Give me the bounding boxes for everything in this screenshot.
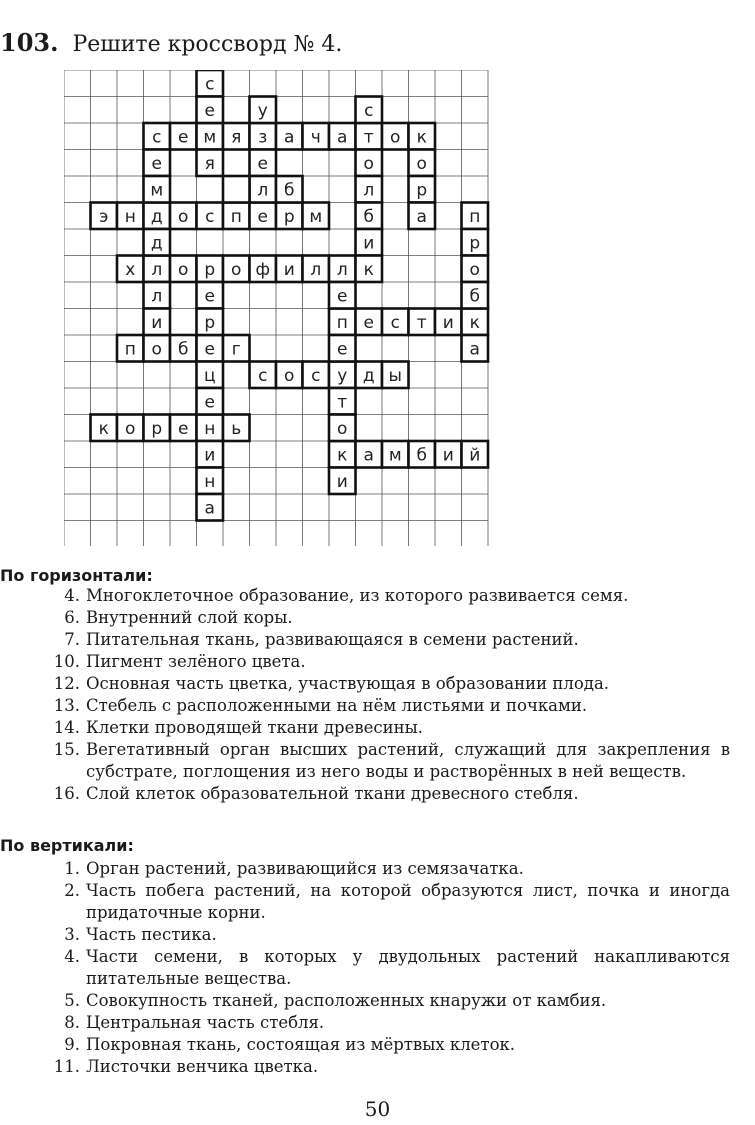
clue-item [0, 858, 730, 880]
cell-letter: л [151, 286, 163, 307]
cell-letter: б [363, 206, 374, 227]
crossword-cell [223, 203, 250, 230]
crossword-cell [197, 494, 224, 521]
cell-box [223, 176, 250, 203]
cell-letter: ы [388, 365, 402, 386]
clue-item [0, 629, 730, 651]
crossword-cell [462, 203, 489, 230]
clue-text: Часть пестика. [86, 925, 217, 944]
cell-letter: е [337, 339, 348, 360]
crossword-cell [356, 150, 383, 177]
clue-item [0, 924, 730, 946]
crossword-cell [170, 335, 197, 362]
clue-item [0, 783, 730, 805]
cell-letter: э [99, 206, 109, 227]
cell-letter: р [151, 418, 163, 439]
crossword-cell [409, 309, 436, 336]
crossword-cell [382, 441, 409, 468]
clue-number: 1. [64, 859, 80, 878]
cell-letter: л [336, 259, 348, 280]
cell-letter: я [231, 127, 242, 148]
crossword-cell [144, 335, 171, 362]
crossword-cell [303, 256, 330, 283]
clue-item [0, 607, 730, 629]
clue-item [0, 651, 730, 673]
cell-letter: п [230, 206, 242, 227]
crossword-cell [197, 388, 224, 415]
crossword-cell [250, 256, 277, 283]
crossword-cell [409, 441, 436, 468]
cell-letter: д [362, 365, 375, 386]
exercise-header [0, 28, 342, 57]
cell-letter: ф [255, 259, 271, 280]
cell-letter: у [257, 100, 268, 121]
crossword-cell [170, 203, 197, 230]
crossword-cell [382, 309, 409, 336]
clue-text: Часть побега растений, на которой образуются лист, почка и иногда придаточные корни. [86, 881, 730, 922]
crossword-cell [329, 388, 356, 415]
cell-letter: р [416, 180, 428, 201]
cell-letter: м [309, 206, 323, 227]
clue-item [0, 880, 730, 924]
clue-text: Основная часть цветка, участвующая в образовании плода. [86, 674, 610, 693]
clue-text: Внутренний слой коры. [86, 608, 293, 627]
clue-item [0, 1012, 730, 1034]
clue-number: 10. [53, 652, 80, 671]
clue-number: 4. [64, 947, 80, 966]
cell-letter: а [337, 127, 348, 148]
crossword-cell [197, 150, 224, 177]
cell-letter: и [442, 445, 454, 466]
crossword-cell [117, 415, 144, 442]
cell-letter: е [151, 153, 162, 174]
crossword-cell [250, 123, 277, 150]
cell-letter: о [337, 418, 348, 439]
crossword-cell [409, 176, 436, 203]
crossword-cell [356, 97, 383, 124]
cell-letter: и [336, 471, 348, 492]
exercise-title: Решите кроссворд № 4. [72, 32, 343, 57]
crossword-cell [144, 176, 171, 203]
crossword-cell [170, 415, 197, 442]
clue-number: 15. [53, 740, 80, 759]
vertical-clues [0, 858, 730, 1078]
cell-letter: п [469, 206, 481, 227]
cell-letter: е [257, 206, 268, 227]
clue-number: 4. [64, 586, 80, 605]
cell-letter: и [363, 233, 375, 254]
crossword-cell [197, 123, 224, 150]
clue-number: 2. [64, 881, 80, 900]
cell-letter: с [364, 100, 374, 121]
cell-letter: с [258, 365, 268, 386]
crossword-cell [462, 229, 489, 256]
crossword-cell [276, 362, 303, 389]
clue-text: Покровная ткань, состоящая из мёртвых клеток. [86, 1035, 516, 1054]
cell-letter: и [442, 312, 454, 333]
cell-letter: т [416, 312, 427, 333]
crossword-cell [329, 335, 356, 362]
clue-text: Части семени, в которых у двудольных растений накапливаются питательные вещества. [86, 947, 730, 988]
cell-letter: с [311, 365, 321, 386]
cell-letter: и [151, 312, 163, 333]
cell-letter: к [363, 259, 374, 280]
crossword-cell [462, 441, 489, 468]
crossword-cell [250, 176, 277, 203]
crossword-cell [144, 123, 171, 150]
crossword-cell [197, 256, 224, 283]
answer-cells [91, 70, 489, 521]
crossword-cell [170, 123, 197, 150]
cell-letter: о [178, 259, 189, 280]
crossword-cell [409, 123, 436, 150]
cell-letter: р [204, 259, 216, 280]
cell-letter: е [363, 312, 374, 333]
crossword-cell [197, 441, 224, 468]
cell-letter: о [178, 206, 189, 227]
cell-letter: г [231, 339, 241, 360]
cell-letter: л [310, 259, 322, 280]
cell-letter: ц [203, 365, 216, 386]
crossword-cell [356, 441, 383, 468]
cell-letter: о [231, 259, 242, 280]
clue-text: Совокупность тканей, расположенных кнаружи от камбия. [86, 991, 607, 1010]
clue-item [0, 1034, 730, 1056]
cell-letter: к [337, 445, 348, 466]
cell-letter: е [178, 127, 189, 148]
clue-text: Питательная ткань, развивающаяся в семени растений. [86, 630, 579, 649]
clue-text: Слой клеток образовательной ткани древесного стебля. [86, 784, 579, 803]
crossword-cell [250, 97, 277, 124]
crossword-cell [329, 362, 356, 389]
crossword-cell [250, 362, 277, 389]
cell-letter: а [363, 445, 374, 466]
cell-letter: н [204, 471, 216, 492]
cell-letter: л [257, 180, 269, 201]
clue-number: 6. [64, 608, 80, 627]
crossword-cell [462, 282, 489, 309]
clue-text: Орган растений, развивающийся из семязачатка. [86, 859, 524, 878]
clue-item [0, 990, 730, 1012]
clue-text: Вегетативный орган высших растений, служащий для закрепления в субстрате, поглощения из него воды и растворённых в ней веществ. [86, 740, 730, 781]
cell-letter: к [469, 312, 480, 333]
crossword-cell [223, 415, 250, 442]
clue-text: Клетки проводящей ткани древесины. [86, 718, 424, 737]
cell-letter: о [151, 339, 162, 360]
crossword-cell [117, 256, 144, 283]
crossword-cell [144, 229, 171, 256]
crossword-cell [409, 203, 436, 230]
crossword-cell [435, 309, 462, 336]
page-number: 50 [364, 1097, 391, 1121]
cell-letter: о [390, 127, 401, 148]
clue-text: Центральная часть стебля. [86, 1013, 325, 1032]
clue-item [0, 739, 730, 783]
cell-letter: м [388, 445, 402, 466]
cell-letter: д [150, 233, 163, 254]
crossword-cell [117, 335, 144, 362]
crossword-cell [356, 309, 383, 336]
crossword-cell [303, 123, 330, 150]
crossword-cell [329, 441, 356, 468]
cell-letter: е [204, 286, 215, 307]
cell-letter: о [363, 153, 374, 174]
cell-letter: з [258, 127, 268, 148]
crossword-cell [223, 335, 250, 362]
cell-letter: х [125, 259, 136, 280]
cell-letter: л [151, 259, 163, 280]
crossword-cell [276, 176, 303, 203]
cell-letter: с [205, 206, 215, 227]
cell-letter: и [283, 259, 295, 280]
crossword-cell [250, 150, 277, 177]
crossword-cell [197, 70, 224, 97]
crossword-cell [435, 441, 462, 468]
crossword-cell [197, 415, 224, 442]
crossword-cell [329, 468, 356, 495]
cell-letter: е [204, 100, 215, 121]
cell-letter: с [390, 312, 400, 333]
crossword-cell [144, 256, 171, 283]
crossword-cell [356, 203, 383, 230]
cell-letter: б [178, 339, 189, 360]
crossword-cell [197, 468, 224, 495]
clue-item [0, 673, 730, 695]
cell-letter: а [469, 339, 480, 360]
crossword-cell [223, 256, 250, 283]
crossword-cell [223, 123, 250, 150]
cell-letter: и [204, 445, 216, 466]
crossword-cell [197, 309, 224, 336]
cell-letter: м [150, 180, 164, 201]
clue-text: Пигмент зелёного цвета. [86, 652, 306, 671]
clue-number: 3. [64, 925, 80, 944]
cell-letter: т [337, 392, 348, 413]
crossword-cell [117, 203, 144, 230]
crossword-cell [303, 203, 330, 230]
cell-letter: о [469, 259, 480, 280]
cell-letter: к [98, 418, 109, 439]
cell-letter: н [124, 206, 136, 227]
crossword-cell [276, 203, 303, 230]
cell-letter: ч [310, 127, 321, 148]
crossword-cell [197, 97, 224, 124]
cell-letter: о [416, 153, 427, 174]
crossword-cell [144, 309, 171, 336]
cell-letter: о [284, 365, 295, 386]
crossword-cell [144, 282, 171, 309]
exercise-number: 103. [0, 28, 59, 57]
cell-letter: п [124, 339, 136, 360]
clue-number: 12. [53, 674, 80, 693]
crossword-cell [329, 415, 356, 442]
cell-letter: к [416, 127, 427, 148]
clue-text: Стебель с расположенными на нём листьями и почками. [86, 696, 588, 715]
clue-item [0, 695, 730, 717]
cell-letter: р [204, 312, 216, 333]
cell-letter: ь [231, 418, 242, 439]
crossword-cell [197, 335, 224, 362]
crossword-cell [382, 362, 409, 389]
crossword-cell [356, 256, 383, 283]
crossword-cell [144, 203, 171, 230]
cell-letter: н [204, 418, 216, 439]
cell-letter: б [284, 180, 295, 201]
crossword-cell [329, 282, 356, 309]
cell-letter: с [205, 74, 215, 95]
crossword-cell [197, 203, 224, 230]
crossword-cell [329, 309, 356, 336]
clue-text: Многоклеточное образование, из которого развивается семя. [86, 586, 629, 605]
cell-letter: б [469, 286, 480, 307]
cell-letter: с [152, 127, 162, 148]
crossword-cell [462, 335, 489, 362]
crossword-cell [276, 256, 303, 283]
cell-letter: е [204, 339, 215, 360]
cell-letter: е [204, 392, 215, 413]
crossword-cell [197, 282, 224, 309]
clue-text: Листочки венчика цветка. [86, 1057, 319, 1076]
clue-number: 13. [53, 696, 80, 715]
clue-number: 5. [64, 991, 80, 1010]
cell-letter: т [363, 127, 374, 148]
crossword-cell [462, 309, 489, 336]
clue-number: 8. [64, 1013, 80, 1032]
vertical-heading: По вертикали: [0, 836, 134, 855]
horizontal-clues [0, 585, 730, 805]
cell-letter: е [337, 286, 348, 307]
crossword-cell [91, 203, 118, 230]
crossword-cell [223, 176, 250, 203]
clue-number: 16. [53, 784, 80, 803]
cell-letter: м [203, 127, 217, 148]
cell-letter: р [283, 206, 295, 227]
cell-letter: д [150, 206, 163, 227]
clue-item [0, 585, 730, 607]
cell-letter: а [284, 127, 295, 148]
crossword-cell [462, 256, 489, 283]
cell-letter: е [257, 153, 268, 174]
crossword-cell [409, 150, 436, 177]
clue-number: 9. [64, 1035, 80, 1054]
cell-letter: л [363, 180, 375, 201]
cell-letter: р [469, 233, 481, 254]
crossword-cell [197, 362, 224, 389]
crossword-cell [329, 256, 356, 283]
horizontal-heading: По горизонтали: [0, 566, 153, 585]
clue-number: 11. [53, 1057, 80, 1076]
crossword-cell [276, 123, 303, 150]
clue-number: 7. [64, 630, 80, 649]
crossword-cell [170, 256, 197, 283]
crossword-cell [144, 150, 171, 177]
cell-letter: б [416, 445, 427, 466]
crossword-cell [356, 362, 383, 389]
crossword-cell [329, 123, 356, 150]
crossword-cell [303, 362, 330, 389]
cell-letter: о [125, 418, 136, 439]
crossword-cell [250, 203, 277, 230]
crossword-cell [356, 229, 383, 256]
cell-letter: е [178, 418, 189, 439]
crossword-cell [356, 176, 383, 203]
clue-item [0, 717, 730, 739]
crossword-cell [382, 123, 409, 150]
crossword-cell [356, 123, 383, 150]
clue-item [0, 1056, 730, 1078]
crossword-cell [91, 415, 118, 442]
cell-letter: п [336, 312, 348, 333]
cell-letter: а [416, 206, 427, 227]
cell-letter: й [469, 445, 481, 466]
crossword-grid [64, 70, 490, 546]
clue-number: 14. [53, 718, 80, 737]
cell-letter: а [204, 498, 215, 519]
cell-letter: я [204, 153, 215, 174]
cell-letter: у [337, 365, 348, 386]
clue-item [0, 946, 730, 990]
crossword-cell [144, 415, 171, 442]
